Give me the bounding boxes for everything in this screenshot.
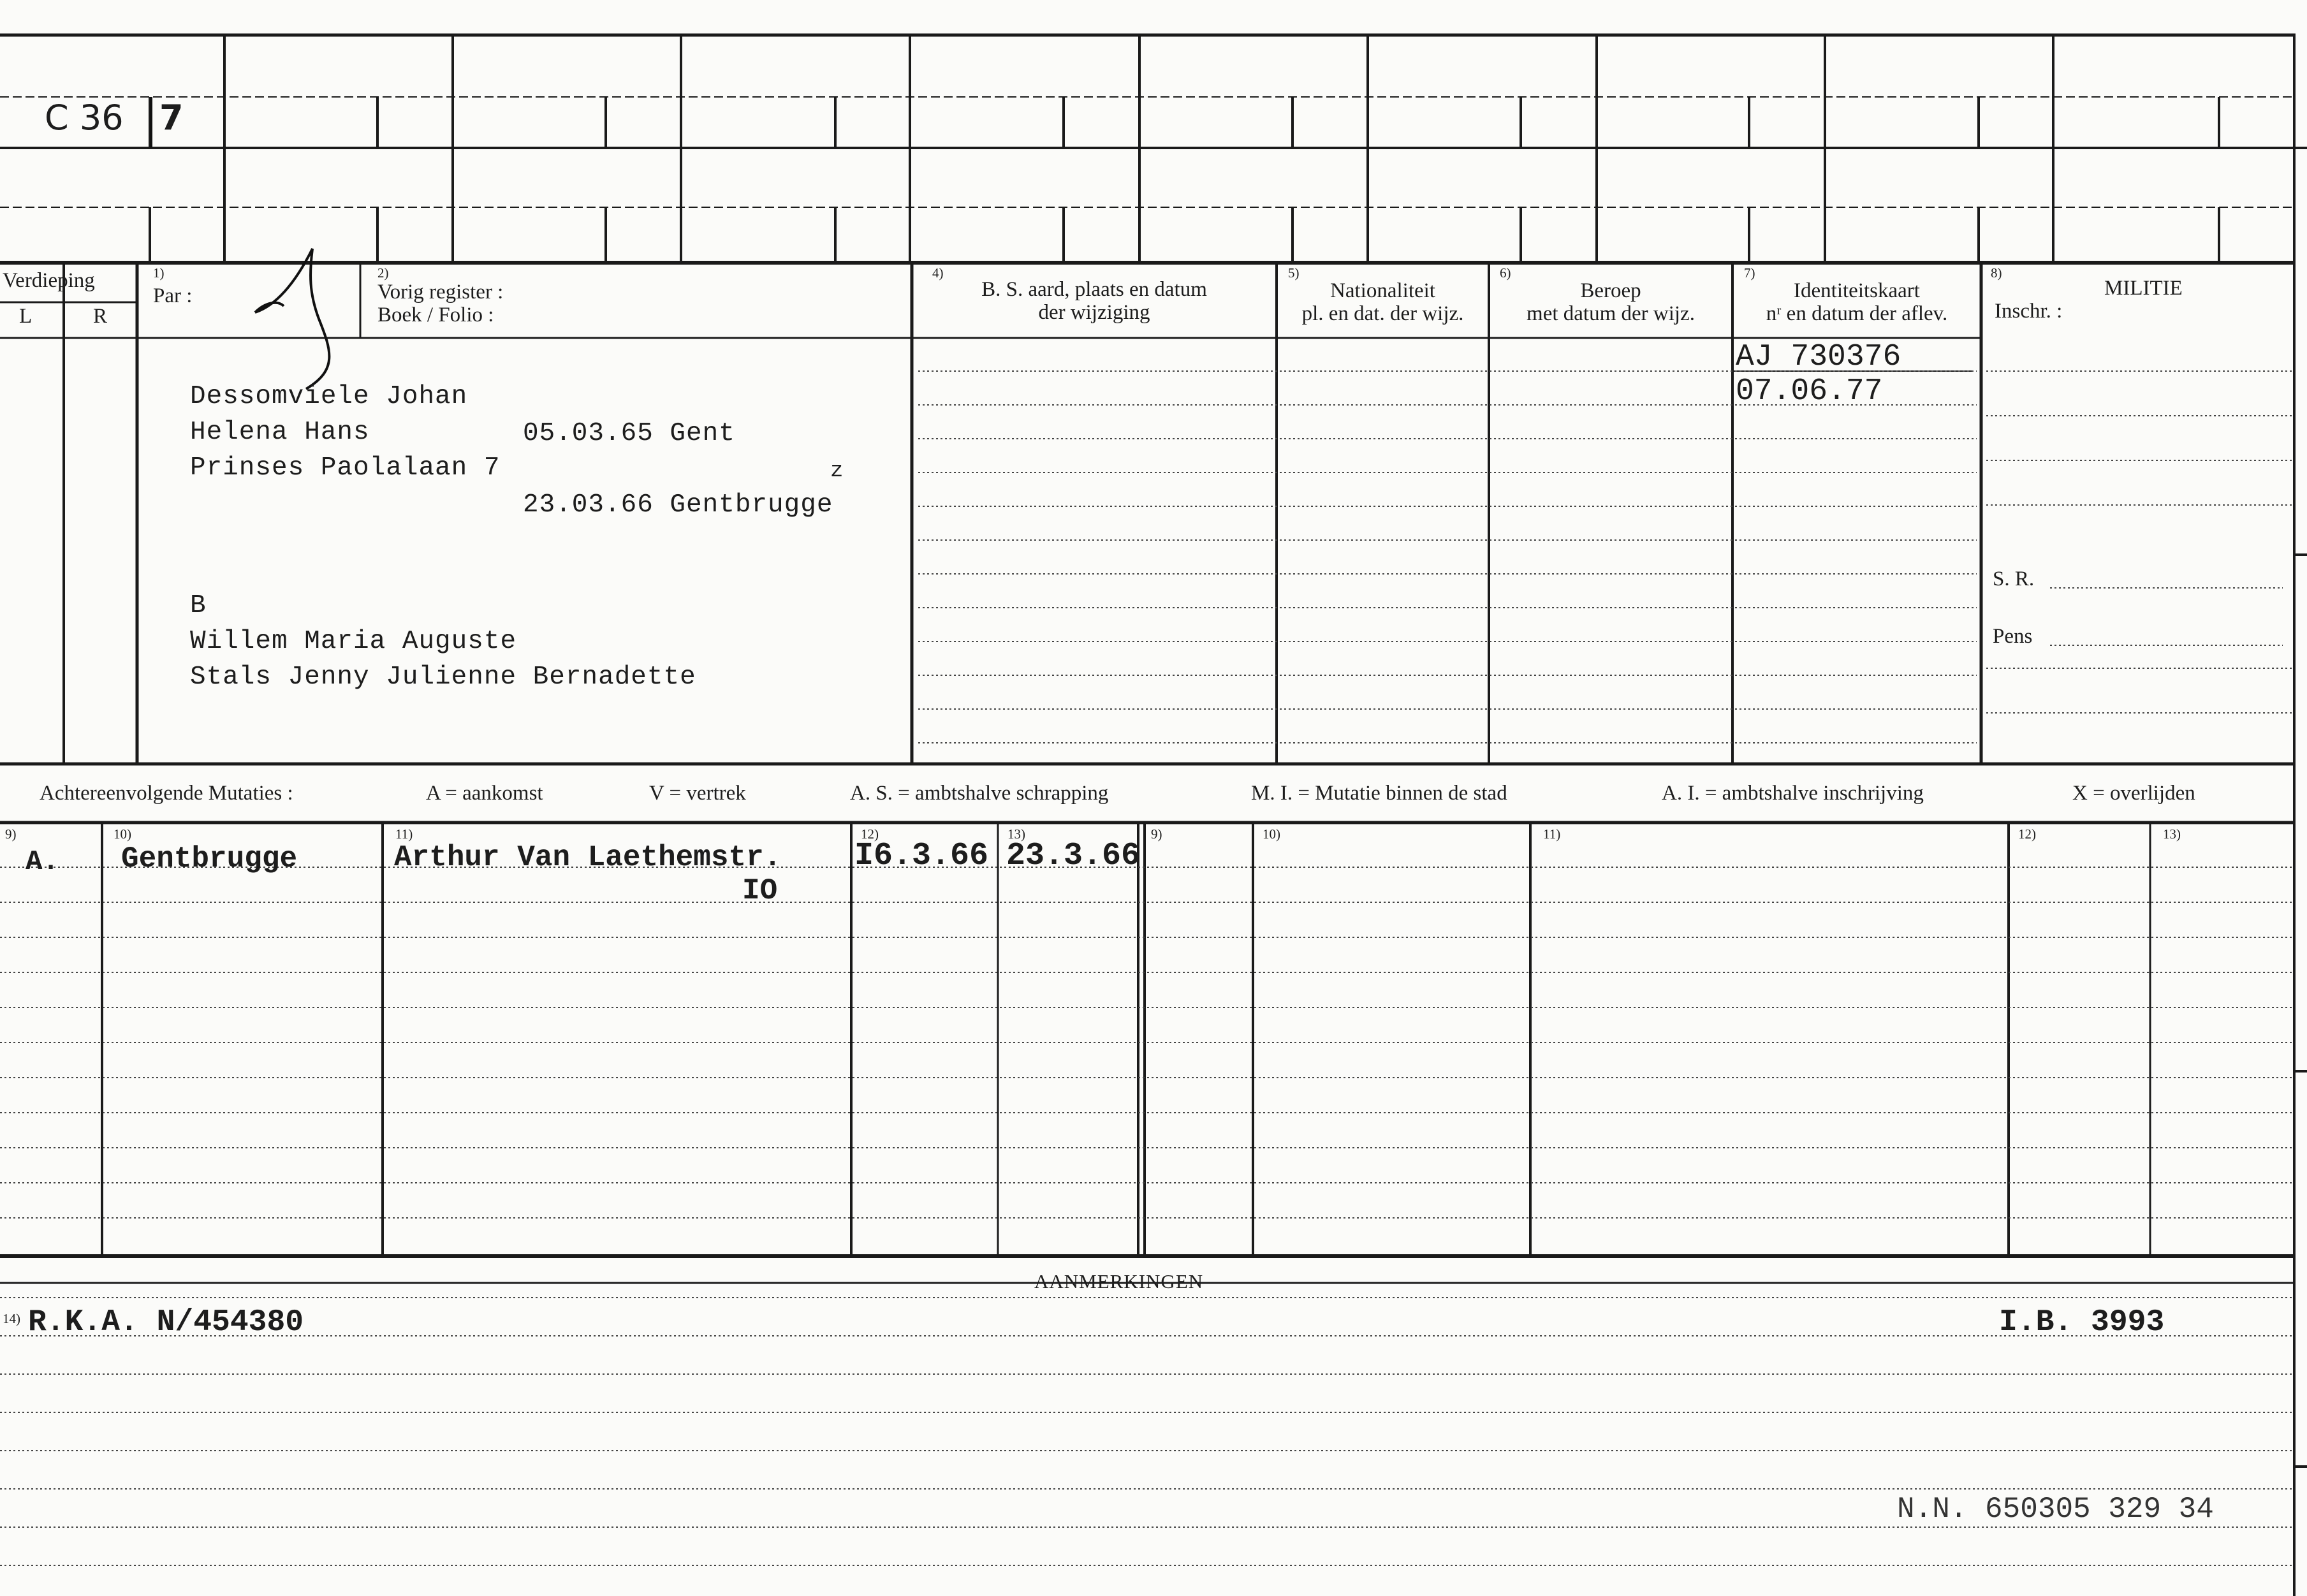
nationaliteit-header-line1: Nationaliteit [1330,279,1435,302]
beroep-header-line1: Beroep [1580,279,1641,302]
remarks-title: AANMERKINGEN [1034,1270,1204,1292]
parent-father: Willem Maria Auguste [190,627,517,656]
legend-a: A = aankomst [426,782,543,805]
ib-reference: I.B. 3993 [1999,1305,2165,1340]
address: Prinses Paolalaan 7 [190,453,501,483]
mutation-type: A. [26,846,59,878]
inschr-label: Inschr. : [1995,300,2063,323]
mut-col11-number: 11) [395,826,413,842]
sr-label: S. R. [1993,567,2035,590]
mutation-date-1: I6.3.66 [854,838,989,874]
boek-folio-label: Boek / Folio : [377,304,494,326]
verdieping-r: R [93,305,108,328]
birth-date-place: 05.03.65 Gent [523,419,735,448]
mut-col13b-number: 13) [2163,826,2181,842]
par-handwritten-mark [249,242,376,395]
ref-divider [150,97,152,148]
mut-col12b-number: 12) [2018,826,2036,842]
mut-col9b-number: 9) [1151,826,1162,842]
person-name: Dessomviele Johan [190,382,468,411]
par-label: Par : [153,284,193,307]
id-card-number: AJ 730376 [1736,340,1901,374]
mutation-street: Arthur Van Laethemstr. [394,841,782,874]
legend-ai: A. I. = ambtshalve inschrijving [1662,782,1924,805]
vorig-register-label: Vorig register : [377,281,504,304]
col2-number: 2) [377,265,389,281]
mut-col9-number: 9) [5,826,17,842]
col1-number: 1) [153,265,165,281]
remarks-number: 14) [3,1311,20,1326]
verdieping-l: L [19,305,33,328]
verdieping-header: Verdieping [3,269,95,292]
col6-number: 6) [1500,265,1511,281]
legend-mi: M. I. = Mutatie binnen de stad [1251,782,1507,805]
ref-code: C 36 [45,98,124,138]
mark-z: z [830,459,844,483]
nationaliteit-header-line2: pl. en dat. der wijz. [1301,302,1464,325]
mut-col13-number: 13) [1007,826,1025,842]
id-card-date: 07.06.77 [1736,374,1883,409]
mark-b: B [190,591,207,620]
rka-reference: R.K.A. N/454380 [28,1305,304,1340]
identiteitskaart-header-line2: nʳ en datum der aflev. [1766,302,1948,325]
col5-number: 5) [1288,265,1300,281]
mut-col10-number: 10) [114,826,131,842]
beroep-header-line2: met datum der wijz. [1527,302,1695,325]
legend-as: A. S. = ambtshalve schrapping [850,782,1109,805]
legend-v: V = vertrek [649,782,746,805]
legend-x: X = overlijden [2072,782,2195,805]
arrival-date-place: 23.03.66 Gentbrugge [523,490,833,520]
bs-header-line1: B. S. aard, plaats en datum [981,278,1207,301]
pens-label: Pens [1993,625,2033,648]
parent-mother: Stals Jenny Julienne Bernadette [190,663,696,692]
mutation-date-2: 23.3.66 [1006,838,1141,874]
mutation-place: Gentbrugge [121,842,298,875]
ref-digit: 7 [159,98,184,138]
mutations-title: Achtereenvolgende Mutaties : [40,782,293,805]
col8-number: 8) [1991,265,2002,281]
col4-number: 4) [932,265,944,281]
identiteitskaart-header-line1: Identiteitskaart [1794,279,1920,302]
nn-reference: N.N. 650305 329 34 [1897,1493,2214,1526]
militie-header: MILITIE [2104,277,2183,300]
mutation-house-number: IO [742,874,778,907]
mut-col11b-number: 11) [1543,826,1561,842]
bs-header-line2: der wijziging [1038,301,1150,324]
person-given-names: Helena Hans [190,418,370,447]
mut-col10b-number: 10) [1263,826,1280,842]
mut-col12-number: 12) [861,826,879,842]
col7-number: 7) [1744,265,1755,281]
